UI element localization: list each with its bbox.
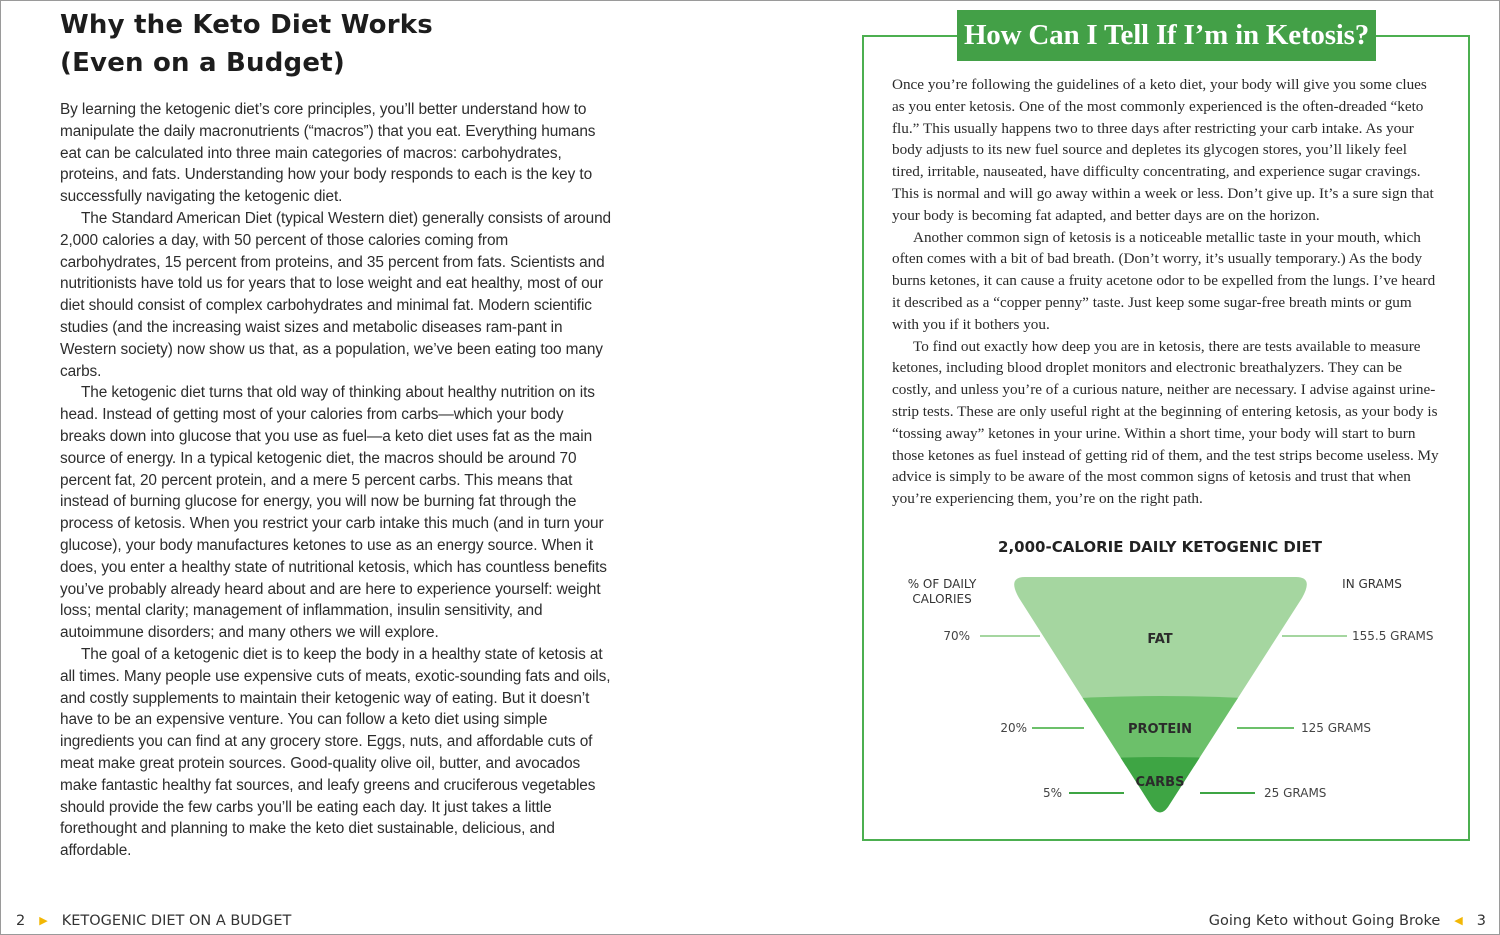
chart-title: 2,000-CALORIE DAILY KETOGENIC DIET <box>998 538 1322 556</box>
sidebar-title: How Can I Tell If I’m in Ketosis? <box>957 10 1376 61</box>
page-heading-line-1: Why the Keto Diet Works <box>60 10 433 40</box>
triangle-left-icon: ◀ <box>1454 914 1463 927</box>
percent-label-protein: 20% <box>1000 721 1027 735</box>
keto-macro-chart <box>862 520 1470 840</box>
sidebar-paragraph-1: Once you’re following the guidelines of a keto diet, your body will give you some clues as you enter ketosis. One of the most commonly experienced is the often-dreaded “keto flu.” This usually happens two to three days after restricting your carb intake. As your body adjusts to its new fuel source and depletes its glycogen stores, you’ll likely feel tired, irritable, nauseated, have difficulty concentrating, and experience sugar cravings. This is normal and will go away within a week or less. Don’t give up. It’s a sure sign that your body is becoming fat adapted, and better days are on the horizon. <box>892 76 1434 224</box>
page-heading-line-2: (Even on a Budget) <box>60 48 345 78</box>
footer-left <box>16 911 291 931</box>
footer-right-title: Going Keto without Going Broke <box>1208 913 1441 929</box>
left-page <box>60 6 612 862</box>
grams-label-carbs: 25 GRAMS <box>1264 786 1327 800</box>
sidebar-paragraph-3: To find out exactly how deep you are in ketosis, there are tests available to measure ketones, including blood droplet monitors and electronic breathalyzers. They can be costly, and unless you’re of a curious nature, neither are necessary. I advise against urine-strip tests. These are only useful right at the beginning of entering ketosis, as your body is “tossing away” ketones in your urine. Within a short time, your body will start to burn those ketones as fuel instead of getting rid of them, and the test strips become useless. My advice is simply to be aware of the most common signs of ketosis and trust that when you’re experiencing them, you’re on the right path. <box>892 337 1439 508</box>
percent-label-carbs: 5% <box>1042 786 1062 800</box>
funnel-segment-carbs <box>922 757 1402 825</box>
grams-label-fat: 155.5 GRAMS <box>1352 629 1434 643</box>
left-axis-label-line-2: CALORIES <box>912 592 972 606</box>
left-paragraph-1: By learning the ketogenic diet’s core principles, you’ll better understand how to manipulate the daily macronutrients (“macros”) that you eat. Everything humans eat can be calculated into three main categories of macros: carbohydrates, proteins, and fats. Understanding how your body responds to each is the key to successfully navigating the ketogenic diet. <box>60 101 596 206</box>
left-page-body <box>60 99 612 862</box>
funnel-label-protein: PROTEIN <box>1127 722 1193 737</box>
grams-label-protein: 125 GRAMS <box>1301 721 1372 735</box>
left-axis-label-line-1: % OF DAILY <box>907 577 977 591</box>
funnel-chart-svg <box>862 520 1470 840</box>
funnel-label-fat: FAT <box>1147 632 1173 647</box>
sidebar-body <box>892 74 1442 510</box>
left-page-number: 2 <box>16 913 26 929</box>
triangle-right-icon: ▶ <box>39 914 48 927</box>
left-paragraph-3: The ketogenic diet turns that old way of thinking about healthy nutrition on its head. Instead of getting most of your calories from carbs—which your body breaks down into glucose that you use as fuel—a keto diet uses fat as the main source of energy. In a typical ketogenic diet, the macros should be around 70 percent fat, 20 percent protein, and a mere 5 percent carbs. This means that instead of burning glucose for energy, you will now be burning fat through the process of ketosis. When you restrict your carb intake this much (and in turn your glucose), your body manufactures ketones to use as an energy source. When it does, you enter a healthy state of nutritional ketosis, which has countless benefits you’ve probably already heard about and are here to experience yourself: weight loss; mental clarity; management of inflammation, insulin sensitivity, and autoimmune disorders; and many others we will explore. <box>60 384 607 642</box>
sidebar-paragraph-2: Another common sign of ketosis is a noticeable metallic taste in your mouth, which often comes with a bit of bad breath. (Don’t worry, it’s usually temporary.) As the body burns ketones, it can cause a fruity acetone odor to be expelled from the lungs. I’ve heard it described as a “copper penny” taste. Just keep some sugar-free breath mints or gum with you if it bothers you. <box>892 228 1436 333</box>
left-paragraph-2: The Standard American Diet (typical Western diet) generally consists of around 2,000 calories a day, with 50 percent of those calories coming from carbohydrates, 15 percent from proteins, and 35 percent from fats. Scientists and nutritionists have told us for years that to lose weight and eat healthy, most of our diet should consist of complex carbohydrates and minimal fat. Modern scientific studies (and the increasing waist sizes and metabolic diseases ram-pant in Western society) now show us that, as a population, we’ve been eating too many carbs. <box>60 209 611 380</box>
page-heading <box>60 6 612 82</box>
percent-label-fat: 70% <box>943 629 970 643</box>
funnel-segment-fat <box>962 560 1362 702</box>
right-axis-label: IN GRAMS <box>1342 577 1402 591</box>
right-page-number: 3 <box>1476 913 1486 929</box>
funnel-label-carbs: CARBS <box>1135 775 1185 790</box>
left-paragraph-4: The goal of a ketogenic diet is to keep the body in a healthy state of ketosis at all times. Many people use expensive cuts of meats, exotic-sounding fats and oils, and costly supplements to maintain their ketogenic way of eating. But it doesn’t have to be an expensive venture. You can follow a keto diet using simple ingredients you can find at any grocery store. Eggs, nuts, and affordable cuts of meat make great protein sources. Good-quality olive oil, butter, and avocados make fantastic healthy fat sources, and leafy greens and cruciferous vegetables should provide the few carbs you’ll be eating each day. It just takes a little forethought and planning to make the keto diet sustainable, delicious, and affordable. <box>60 645 611 860</box>
footer-left-title: KETOGENIC DIET ON A BUDGET <box>61 913 292 929</box>
footer-right <box>1209 911 1486 931</box>
